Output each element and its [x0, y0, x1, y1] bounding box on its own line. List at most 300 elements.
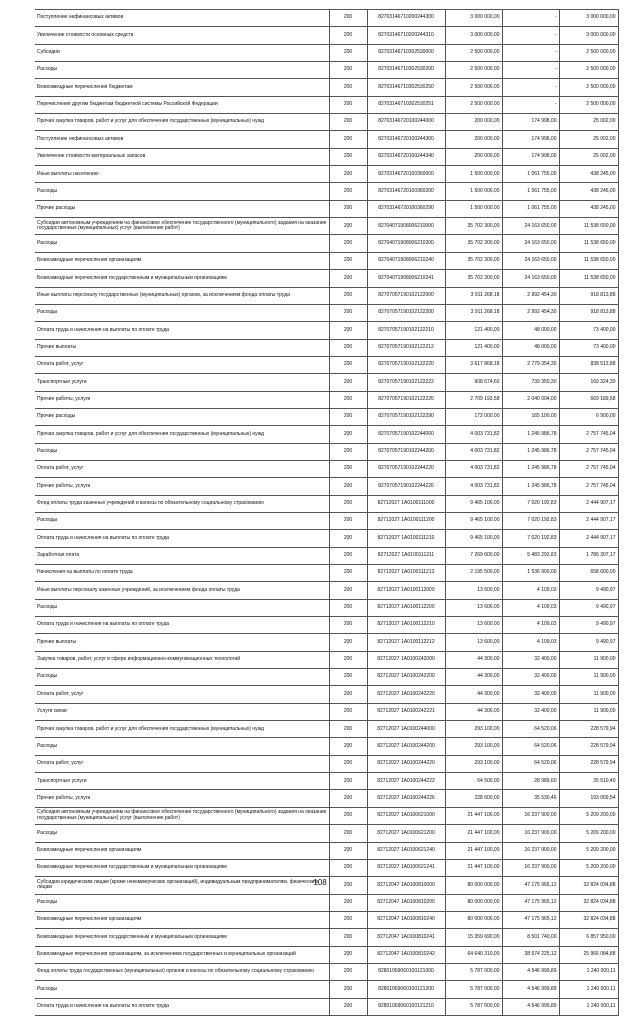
- expense-name-cell: Прочая закупка товаров, работ и услуг для обеспечения государственных (муниципальных) нужд: [35, 426, 329, 443]
- executed-amount-cell: 1 245 986,78: [502, 478, 559, 495]
- line-code-cell: 200: [329, 460, 367, 477]
- table-row: [35, 374, 618, 391]
- approved-amount-cell: 64 640 310,00: [445, 946, 502, 963]
- line-code-cell: 200: [329, 166, 367, 183]
- expense-name-cell: Безвозмездные перечисления государственным и муниципальным организациям: [35, 270, 329, 287]
- approved-amount-cell: 44 300,00: [445, 703, 502, 720]
- budget-classification-code-cell: 82801069060100121000: [367, 963, 445, 980]
- budget-classification-code-cell: 82707057190102122226: [367, 391, 445, 408]
- unexecuted-amount-cell: 9 490,97: [559, 599, 618, 616]
- unexecuted-amount-cell: 438 245,00: [559, 166, 618, 183]
- unexecuted-amount-cell: 73 400,00: [559, 339, 618, 356]
- line-code-cell: 200: [329, 304, 367, 321]
- executed-amount-cell: 1 245 986,78: [502, 426, 559, 443]
- line-code-cell: 200: [329, 131, 367, 148]
- table-row: [35, 166, 618, 183]
- unexecuted-amount-cell: 1 240 000,11: [559, 963, 618, 980]
- approved-amount-cell: 3 911 268,18: [445, 287, 502, 304]
- budget-classification-code-cell: 82704071908006210200: [367, 235, 445, 252]
- line-code-cell: 200: [329, 148, 367, 165]
- expense-name-cell: Заработная плата: [35, 547, 329, 564]
- budget-classification-code-cell: 82707057190102122212: [367, 339, 445, 356]
- approved-amount-cell: 200 000,00: [445, 114, 502, 131]
- budget-classification-code-cell: 82707057190102122222: [367, 374, 445, 391]
- table-row: [35, 669, 618, 686]
- expense-name-cell: Иные выплаты населению: [35, 166, 329, 183]
- unexecuted-amount-cell: 25 002,00: [559, 148, 618, 165]
- expense-name-cell: Расходы: [35, 183, 329, 200]
- table-row: [35, 547, 618, 564]
- table-row: [35, 582, 618, 599]
- executed-amount-cell: 24 163 650,00: [502, 270, 559, 287]
- expense-name-cell: Расходы: [35, 62, 329, 79]
- table-row: [35, 911, 618, 928]
- expense-name-cell: Расходы: [35, 512, 329, 529]
- executed-amount-cell: 2 992 454,30: [502, 304, 559, 321]
- line-code-cell: 200: [329, 738, 367, 755]
- approved-amount-cell: 4 003 731,82: [445, 426, 502, 443]
- table-body: [35, 10, 618, 1016]
- budget-classification-code-cell: 82712027 1А0100242000: [367, 651, 445, 668]
- unexecuted-amount-cell: 228 579,94: [559, 721, 618, 738]
- unexecuted-amount-cell: 918 813,88: [559, 304, 618, 321]
- approved-amount-cell: 4 003 731,82: [445, 478, 502, 495]
- executed-amount-cell: 47 175 965,12: [502, 894, 559, 911]
- executed-amount-cell: 1 245 986,78: [502, 460, 559, 477]
- table-row: [35, 651, 618, 668]
- line-code-cell: 200: [329, 218, 367, 235]
- executed-amount-cell: -: [502, 62, 559, 79]
- budget-classification-code-cell: 82712027 1А0100621200: [367, 825, 445, 842]
- unexecuted-amount-cell: 2 444 907,17: [559, 530, 618, 547]
- line-code-cell: 200: [329, 825, 367, 842]
- executed-amount-cell: 16 237 900,00: [502, 825, 559, 842]
- executed-amount-cell: 35 530,46: [502, 790, 559, 807]
- line-code-cell: 200: [329, 911, 367, 928]
- budget-classification-code-cell: 82703146720100360000: [367, 166, 445, 183]
- executed-amount-cell: 1 245 986,78: [502, 443, 559, 460]
- expense-name-cell: Закупка товаров, работ, услуг в сфере информационно-коммуникационных технологий: [35, 651, 329, 668]
- unexecuted-amount-cell: 9 490,97: [559, 634, 618, 651]
- unexecuted-amount-cell: 438 245,00: [559, 183, 618, 200]
- expense-name-cell: Прочая закупка товаров, работ и услуг для обеспечения государственных (муниципальных) нужд: [35, 721, 329, 738]
- budget-classification-code-cell: 82703146720100360290: [367, 200, 445, 217]
- executed-amount-cell: 174 998,00: [502, 131, 559, 148]
- approved-amount-cell: 121 400,00: [445, 322, 502, 339]
- expense-name-cell: Безвозмездные перечисления государственным и муниципальным организациям: [35, 929, 329, 946]
- expense-name-cell: Оплата работ, услуг: [35, 356, 329, 373]
- expense-name-cell: Прочая закупка товаров, работ и услуг для обеспечения государственных (муниципальных) нужд: [35, 114, 329, 131]
- budget-classification-code-cell: 82703146710302530250: [367, 79, 445, 96]
- line-code-cell: 200: [329, 617, 367, 634]
- table-row: [35, 10, 618, 27]
- expense-name-cell: Прочие работы, услуги: [35, 478, 329, 495]
- executed-amount-cell: -: [502, 44, 559, 61]
- table-row: [35, 738, 618, 755]
- budget-classification-code-cell: 82703146710302530200: [367, 62, 445, 79]
- budget-classification-code-cell: 82707057190102244000: [367, 426, 445, 443]
- approved-amount-cell: 13 600,00: [445, 599, 502, 616]
- line-code-cell: 200: [329, 599, 367, 616]
- expense-name-cell: Увеличение стоимости основных средств: [35, 27, 329, 44]
- page-number: 108: [313, 878, 327, 887]
- expense-name-cell: Увеличение стоимости материальных запасов: [35, 148, 329, 165]
- approved-amount-cell: 4 003 731,82: [445, 443, 502, 460]
- table-row: [35, 842, 618, 859]
- table-row: [35, 721, 618, 738]
- line-code-cell: 200: [329, 512, 367, 529]
- line-code-cell: 200: [329, 842, 367, 859]
- table-row: [35, 963, 618, 980]
- approved-amount-cell: 172 000,00: [445, 408, 502, 425]
- executed-amount-cell: 8 501 740,00: [502, 929, 559, 946]
- unexecuted-amount-cell: 25 966 084,88: [559, 946, 618, 963]
- expense-name-cell: Расходы: [35, 669, 329, 686]
- table-row: [35, 96, 618, 113]
- line-code-cell: 200: [329, 270, 367, 287]
- line-code-cell: 200: [329, 27, 367, 44]
- budget-classification-code-cell: 82712047 1А0100810000: [367, 877, 445, 894]
- approved-amount-cell: 80 000 000,00: [445, 877, 502, 894]
- unexecuted-amount-cell: 438 245,00: [559, 200, 618, 217]
- approved-amount-cell: 21 447 100,00: [445, 842, 502, 859]
- line-code-cell: 200: [329, 547, 367, 564]
- budget-classification-code-cell: 82712027 1А0100111000: [367, 495, 445, 512]
- approved-amount-cell: 2 500 000,00: [445, 44, 502, 61]
- line-code-cell: 200: [329, 478, 367, 495]
- expense-name-cell: Прочие расходы: [35, 408, 329, 425]
- unexecuted-amount-cell: 2 757 745,04: [559, 460, 618, 477]
- executed-amount-cell: 1 061 755,00: [502, 183, 559, 200]
- line-code-cell: 200: [329, 929, 367, 946]
- unexecuted-amount-cell: 2 757 745,04: [559, 443, 618, 460]
- line-code-cell: 200: [329, 426, 367, 443]
- line-code-cell: 200: [329, 703, 367, 720]
- expense-name-cell: Фонд оплаты труда государственных (муниципальных) органов и взносы по обязательному социальному страхованию: [35, 963, 329, 980]
- executed-amount-cell: 4 546 999,89: [502, 963, 559, 980]
- executed-amount-cell: 32 400,00: [502, 669, 559, 686]
- line-code-cell: 200: [329, 669, 367, 686]
- executed-amount-cell: 739 350,30: [502, 374, 559, 391]
- approved-amount-cell: 44 300,00: [445, 651, 502, 668]
- line-code-cell: 200: [329, 79, 367, 96]
- table-row: [35, 686, 618, 703]
- budget-classification-code-cell: 82703146710200244310: [367, 27, 445, 44]
- budget-classification-code-cell: 82703146720100244340: [367, 148, 445, 165]
- executed-amount-cell: 48 000,00: [502, 339, 559, 356]
- expense-name-cell: Безвозмездные перечисления государственным и муниципальным организациям: [35, 859, 329, 876]
- executed-amount-cell: 28 989,60: [502, 773, 559, 790]
- line-code-cell: 200: [329, 443, 367, 460]
- budget-execution-table: [35, 9, 619, 1016]
- expense-name-cell: Оплата труда и начисления на выплаты по оплате труда: [35, 322, 329, 339]
- approved-amount-cell: 35 702 300,00: [445, 270, 502, 287]
- line-code-cell: 200: [329, 755, 367, 772]
- unexecuted-amount-cell: 9 490,97: [559, 617, 618, 634]
- expense-name-cell: Расходы: [35, 235, 329, 252]
- line-code-cell: 200: [329, 44, 367, 61]
- expense-name-cell: Поступление нефинансовых активов: [35, 131, 329, 148]
- line-code-cell: 200: [329, 235, 367, 252]
- table-row: [35, 304, 618, 321]
- executed-amount-cell: 1 536 900,00: [502, 565, 559, 582]
- budget-classification-code-cell: 82712027 1А0100112212: [367, 634, 445, 651]
- budget-classification-code-cell: 82703146710200244300: [367, 10, 445, 27]
- executed-amount-cell: 24 163 650,00: [502, 235, 559, 252]
- expense-name-cell: Безвозмездные перечисления организациям: [35, 911, 329, 928]
- unexecuted-amount-cell: 2 500 000,00: [559, 96, 618, 113]
- executed-amount-cell: -: [502, 27, 559, 44]
- approved-amount-cell: 5 787 000,00: [445, 963, 502, 980]
- table-row: [35, 929, 618, 946]
- approved-amount-cell: 21 447 100,00: [445, 859, 502, 876]
- budget-classification-code-cell: 82712027 1А0100111210: [367, 530, 445, 547]
- line-code-cell: 200: [329, 582, 367, 599]
- approved-amount-cell: 3 000 000,00: [445, 27, 502, 44]
- expense-name-cell: Расходы: [35, 599, 329, 616]
- budget-classification-code-cell: 82703146720100360200: [367, 183, 445, 200]
- executed-amount-cell: 64 520,06: [502, 755, 559, 772]
- line-code-cell: 200: [329, 877, 367, 894]
- line-code-cell: 200: [329, 981, 367, 998]
- budget-classification-code-cell: 82712047 1А0100810242: [367, 946, 445, 963]
- executed-amount-cell: 24 163 650,00: [502, 252, 559, 269]
- expense-name-cell: Начисления на выплаты по оплате труда: [35, 565, 329, 582]
- expense-name-cell: Оплата работ, услуг: [35, 460, 329, 477]
- executed-amount-cell: 4 109,03: [502, 582, 559, 599]
- table-row: [35, 859, 618, 876]
- budget-classification-code-cell: 82712027 1А0100111213: [367, 565, 445, 582]
- unexecuted-amount-cell: 32 824 034,88: [559, 877, 618, 894]
- unexecuted-amount-cell: 11 538 650,00: [559, 252, 618, 269]
- unexecuted-amount-cell: 2 757 745,04: [559, 426, 618, 443]
- unexecuted-amount-cell: 11 900,00: [559, 703, 618, 720]
- expense-name-cell: Безвозмездные перечисления организациям: [35, 842, 329, 859]
- unexecuted-amount-cell: 11 900,00: [559, 651, 618, 668]
- table-row: [35, 998, 618, 1015]
- line-code-cell: 200: [329, 859, 367, 876]
- unexecuted-amount-cell: 5 209 200,00: [559, 807, 618, 824]
- table-row: [35, 235, 618, 252]
- executed-amount-cell: 4 546 999,89: [502, 981, 559, 998]
- budget-classification-code-cell: 82712027 1А0100112200: [367, 599, 445, 616]
- line-code-cell: 200: [329, 408, 367, 425]
- budget-classification-code-cell: 82712027 1А0100112000: [367, 582, 445, 599]
- unexecuted-amount-cell: 9 490,97: [559, 582, 618, 599]
- approved-amount-cell: 5 787 000,00: [445, 998, 502, 1015]
- expense-name-cell: Прочие работы, услуги: [35, 790, 329, 807]
- budget-classification-code-cell: 82712027 1А0100111211: [367, 547, 445, 564]
- approved-amount-cell: 121 400,00: [445, 339, 502, 356]
- executed-amount-cell: 7 020 192,83: [502, 495, 559, 512]
- line-code-cell: 200: [329, 721, 367, 738]
- unexecuted-amount-cell: 1 240 000,11: [559, 998, 618, 1015]
- approved-amount-cell: 293 100,00: [445, 738, 502, 755]
- executed-amount-cell: 1 061 755,00: [502, 166, 559, 183]
- executed-amount-cell: 5 483 292,83: [502, 547, 559, 564]
- executed-amount-cell: 165 100,00: [502, 408, 559, 425]
- table-row: [35, 807, 618, 824]
- approved-amount-cell: 13 600,00: [445, 617, 502, 634]
- table-row: [35, 287, 618, 304]
- table-row: [35, 252, 618, 269]
- approved-amount-cell: 15 359 690,00: [445, 929, 502, 946]
- approved-amount-cell: 3 000 000,00: [445, 10, 502, 27]
- budget-classification-code-cell: 82712027 1А0100242200: [367, 669, 445, 686]
- unexecuted-amount-cell: 5 209 200,00: [559, 825, 618, 842]
- table-row: [35, 825, 618, 842]
- unexecuted-amount-cell: 35 510,40: [559, 773, 618, 790]
- executed-amount-cell: 24 163 650,00: [502, 218, 559, 235]
- approved-amount-cell: 9 465 100,00: [445, 512, 502, 529]
- approved-amount-cell: 35 702 300,00: [445, 252, 502, 269]
- table-row: [35, 62, 618, 79]
- expense-name-cell: Оплата труда и начисления на выплаты по оплате труда: [35, 617, 329, 634]
- budget-classification-code-cell: 82704071908006210000: [367, 218, 445, 235]
- approved-amount-cell: 35 702 300,00: [445, 235, 502, 252]
- budget-classification-code-cell: 82703146710302530251: [367, 96, 445, 113]
- line-code-cell: 200: [329, 62, 367, 79]
- approved-amount-cell: 1 500 000,00: [445, 166, 502, 183]
- executed-amount-cell: -: [502, 96, 559, 113]
- expense-name-cell: Поступление нефинансовых активов: [35, 10, 329, 27]
- line-code-cell: 200: [329, 963, 367, 980]
- table-row: [35, 356, 618, 373]
- unexecuted-amount-cell: 32 824 034,88: [559, 894, 618, 911]
- budget-classification-code-cell: 82712027 1А0100111200: [367, 512, 445, 529]
- executed-amount-cell: 4 109,03: [502, 634, 559, 651]
- executed-amount-cell: 64 520,06: [502, 721, 559, 738]
- executed-amount-cell: 174 998,00: [502, 148, 559, 165]
- table-row: [35, 200, 618, 217]
- budget-classification-code-cell: 82704071908006210241: [367, 270, 445, 287]
- budget-classification-code-cell: 82801069060100121210: [367, 998, 445, 1015]
- expense-name-cell: Безвозмездные перечисления организациям: [35, 252, 329, 269]
- line-code-cell: 200: [329, 374, 367, 391]
- table-row: [35, 27, 618, 44]
- unexecuted-amount-cell: 11 900,00: [559, 686, 618, 703]
- approved-amount-cell: 3 911 268,18: [445, 304, 502, 321]
- executed-amount-cell: 2 992 454,30: [502, 287, 559, 304]
- table-row: [35, 460, 618, 477]
- approved-amount-cell: 21 447 100,00: [445, 807, 502, 824]
- unexecuted-amount-cell: 193 069,54: [559, 790, 618, 807]
- line-code-cell: 200: [329, 356, 367, 373]
- expense-name-cell: Расходы: [35, 894, 329, 911]
- unexecuted-amount-cell: 25 002,00: [559, 114, 618, 131]
- unexecuted-amount-cell: 169 324,30: [559, 374, 618, 391]
- approved-amount-cell: 2 500 000,00: [445, 79, 502, 96]
- unexecuted-amount-cell: 2 500 000,00: [559, 44, 618, 61]
- table-row: [35, 478, 618, 495]
- table-row: [35, 218, 618, 235]
- executed-amount-cell: 38 674 225,12: [502, 946, 559, 963]
- line-code-cell: 200: [329, 565, 367, 582]
- executed-amount-cell: 7 020 192,83: [502, 530, 559, 547]
- unexecuted-amount-cell: 658 600,00: [559, 565, 618, 582]
- approved-amount-cell: 21 447 100,00: [445, 825, 502, 842]
- executed-amount-cell: 4 109,03: [502, 599, 559, 616]
- expense-name-cell: Прочие работы, услуги: [35, 391, 329, 408]
- line-code-cell: 200: [329, 114, 367, 131]
- approved-amount-cell: 2 195 500,00: [445, 565, 502, 582]
- table-row: [35, 495, 618, 512]
- expense-name-cell: Иные выплаты персоналу казенных учреждений, за исключением фонда оплаты труда: [35, 582, 329, 599]
- budget-classification-code-cell: 82712027 1А0100244200: [367, 738, 445, 755]
- executed-amount-cell: 1 061 755,00: [502, 200, 559, 217]
- line-code-cell: 200: [329, 634, 367, 651]
- expense-name-cell: Транспортные услуги: [35, 773, 329, 790]
- budget-classification-code-cell: 82712047 1А0100810240: [367, 911, 445, 928]
- budget-classification-code-cell: 82707057190102122200: [367, 304, 445, 321]
- unexecuted-amount-cell: 5 209 200,00: [559, 842, 618, 859]
- line-code-cell: 200: [329, 530, 367, 547]
- expense-name-cell: Субсидии юридическим лицам (кроме некоммерческих организаций), индивидуальным предпринимателям, физическим лицам: [35, 877, 329, 894]
- unexecuted-amount-cell: 2 500 000,00: [559, 79, 618, 96]
- unexecuted-amount-cell: 11 538 650,00: [559, 235, 618, 252]
- expense-name-cell: Оплата работ, услуг: [35, 755, 329, 772]
- expense-name-cell: Иные выплаты персоналу государственных (муниципальных) органов, за исключением фонда оплаты труда: [35, 287, 329, 304]
- budget-classification-code-cell: 82712027 1А0100244226: [367, 790, 445, 807]
- executed-amount-cell: 16 237 900,00: [502, 859, 559, 876]
- approved-amount-cell: 2 500 000,00: [445, 62, 502, 79]
- budget-classification-code-cell: 82707057190102244200: [367, 443, 445, 460]
- line-code-cell: 200: [329, 200, 367, 217]
- budget-classification-code-cell: 82707057190102122220: [367, 356, 445, 373]
- table-row: [35, 894, 618, 911]
- table-row: [35, 790, 618, 807]
- line-code-cell: 200: [329, 686, 367, 703]
- expense-name-cell: Субсидии автономным учреждениям на финансовое обеспечение государственного (муниципального) задания на оказание государственных (муниципальных) услуг (выполнение работ): [35, 218, 329, 235]
- approved-amount-cell: 44 300,00: [445, 686, 502, 703]
- executed-amount-cell: 2 779 354,30: [502, 356, 559, 373]
- executed-amount-cell: 48 000,00: [502, 322, 559, 339]
- unexecuted-amount-cell: 2 757 745,04: [559, 478, 618, 495]
- unexecuted-amount-cell: 1 240 000,11: [559, 981, 618, 998]
- expense-name-cell: Расходы: [35, 738, 329, 755]
- table-row: [35, 339, 618, 356]
- table-row: [35, 703, 618, 720]
- line-code-cell: 200: [329, 183, 367, 200]
- table-row: [35, 443, 618, 460]
- expense-name-cell: Фонд оплаты труда казенных учреждений и взносы по обязательному социальному страхованию: [35, 495, 329, 512]
- unexecuted-amount-cell: 73 400,00: [559, 322, 618, 339]
- line-code-cell: 200: [329, 790, 367, 807]
- approved-amount-cell: 2 500 000,00: [445, 96, 502, 113]
- budget-classification-code-cell: 82712027 1А0100621240: [367, 842, 445, 859]
- unexecuted-amount-cell: 2 444 907,17: [559, 512, 618, 529]
- approved-amount-cell: 1 500 000,00: [445, 200, 502, 217]
- table-row: [35, 183, 618, 200]
- table-row: [35, 617, 618, 634]
- expense-name-cell: Безвозмездные перечисления бюджетам: [35, 79, 329, 96]
- table-row: [35, 530, 618, 547]
- budget-classification-code-cell: 82712027 1А0100621000: [367, 807, 445, 824]
- unexecuted-amount-cell: 11 538 650,00: [559, 270, 618, 287]
- approved-amount-cell: 64 500,00: [445, 773, 502, 790]
- budget-classification-code-cell: 82707057190102122000: [367, 287, 445, 304]
- executed-amount-cell: -: [502, 79, 559, 96]
- expense-name-cell: Транспортные услуги: [35, 374, 329, 391]
- approved-amount-cell: 9 465 100,00: [445, 530, 502, 547]
- budget-classification-code-cell: 82712047 1А0100810241: [367, 929, 445, 946]
- approved-amount-cell: 7 269 600,00: [445, 547, 502, 564]
- table-row: [35, 79, 618, 96]
- unexecuted-amount-cell: 1 786 307,17: [559, 547, 618, 564]
- budget-classification-code-cell: 82712027 1А0100244220: [367, 755, 445, 772]
- approved-amount-cell: 13 600,00: [445, 634, 502, 651]
- budget-classification-code-cell: 82801069060100121200: [367, 981, 445, 998]
